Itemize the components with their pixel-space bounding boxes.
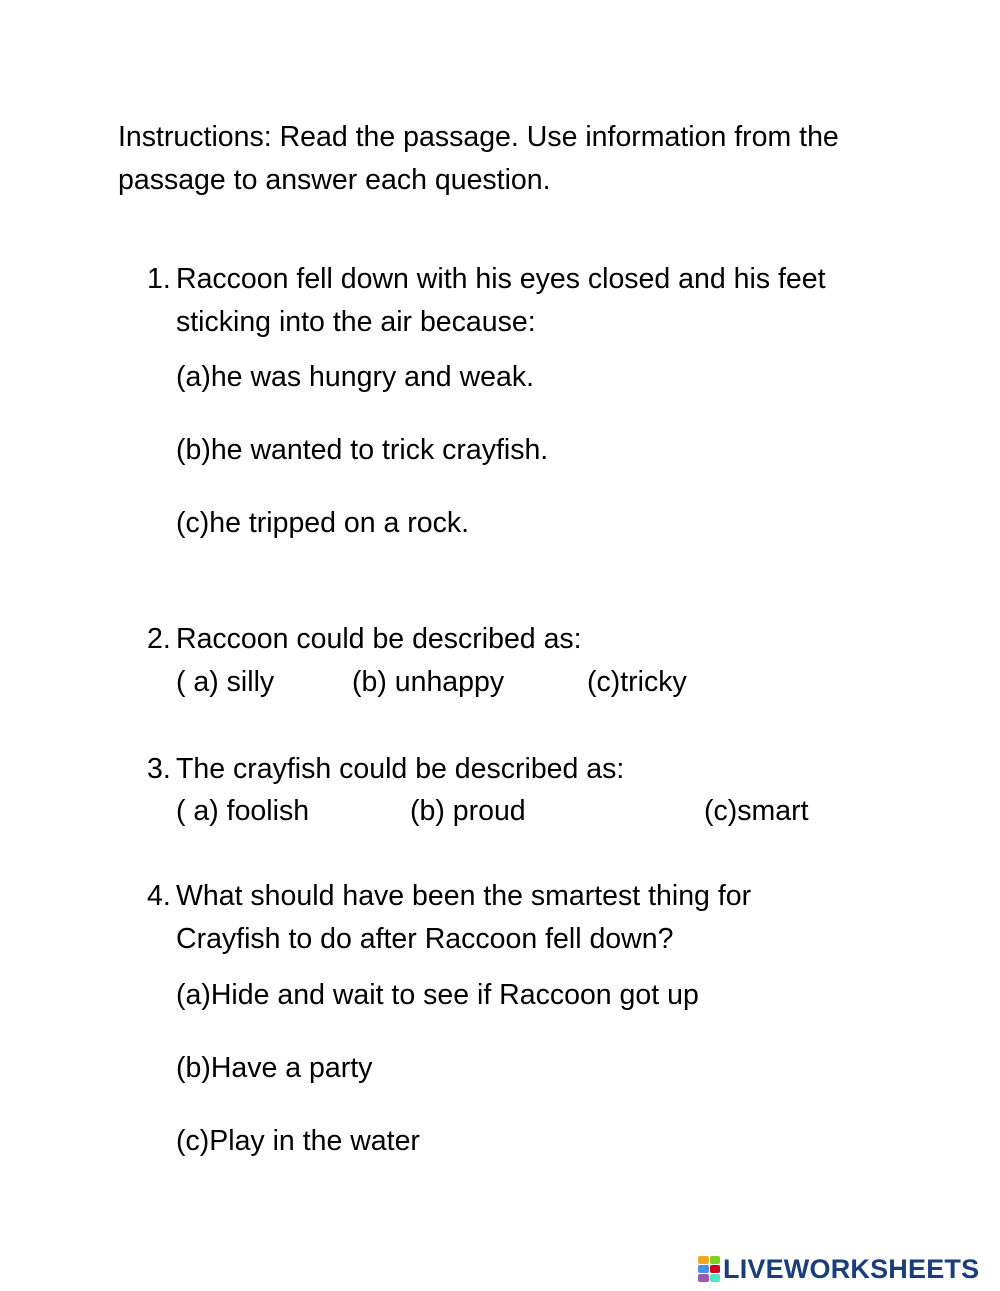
question-4-option-a[interactable]: (a)Hide and wait to see if Raccoon got up	[176, 979, 699, 1011]
question-1-prompt-line-1: Raccoon fell down with his eyes closed and his feet	[176, 263, 826, 295]
question-1-option-a[interactable]: (a)he was hungry and weak.	[176, 361, 535, 393]
instructions-line-1: Instructions: Read the passage. Use information from the	[118, 121, 839, 153]
liveworksheets-logo-text: LIVEWORKSHEETS	[723, 1253, 980, 1284]
question-4-number: 4.	[147, 880, 171, 912]
question-4-prompt-line-1: What should have been the smartest thing for	[176, 880, 752, 912]
question-2-number: 2.	[147, 623, 171, 655]
question-3-option-c[interactable]: (c)smart	[704, 795, 809, 827]
question-2-option-b[interactable]: (b) unhappy	[352, 666, 505, 698]
question-4-option-c[interactable]: (c)Play in the water	[176, 1125, 420, 1157]
question-3-prompt: The crayfish could be described as:	[176, 753, 625, 785]
question-2-option-a[interactable]: ( a) silly	[176, 666, 275, 698]
question-1-option-c[interactable]: (c)he tripped on a rock.	[176, 507, 470, 539]
liveworksheets-logo[interactable]	[698, 1252, 979, 1286]
question-3-number: 3.	[147, 753, 171, 785]
question-3-option-a[interactable]: ( a) foolish	[176, 795, 310, 827]
question-4-option-b[interactable]: (b)Have a party	[176, 1052, 373, 1084]
liveworksheets-logo-icon	[698, 1256, 720, 1282]
question-2-prompt: Raccoon could be described as:	[176, 623, 582, 655]
question-1-prompt-line-2: sticking into the air because:	[176, 306, 536, 338]
question-1-option-b[interactable]: (b)he wanted to trick crayfish.	[176, 434, 549, 466]
question-1-number: 1.	[147, 263, 171, 295]
instructions-line-2: passage to answer each question.	[118, 164, 551, 196]
question-2-option-c[interactable]: (c)tricky	[587, 666, 687, 698]
question-3-option-b[interactable]: (b) proud	[410, 795, 526, 827]
question-4-prompt-line-2: Crayfish to do after Raccoon fell down?	[176, 923, 674, 955]
